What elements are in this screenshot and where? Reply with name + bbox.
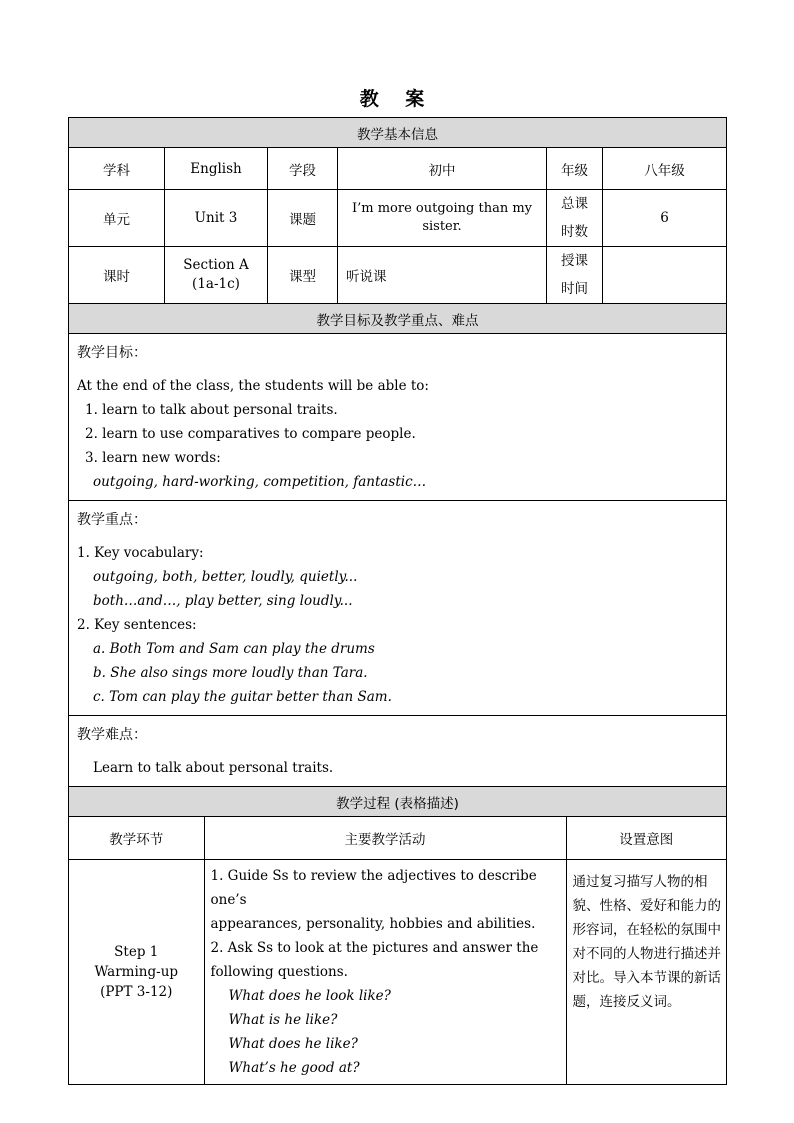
difficulty-title: 教学难点： xyxy=(77,727,147,743)
process-subtable-wrap xyxy=(69,817,727,860)
total-lessons-label-line1: 总课 xyxy=(561,196,588,212)
key-vocab-line: both…and…, play better, sing loudly... xyxy=(93,593,353,609)
step1-stage-line1: Step 1 xyxy=(114,944,159,960)
objectives-title: 教学目标： xyxy=(77,345,147,361)
activity-line: appearances, personality, hobbies and abilities. xyxy=(210,916,536,932)
objective-item: 3. learn new words: xyxy=(85,450,221,466)
step1-intent: 通过复习描写人物的相貌、性格、爱好和能力的形容词，在轻松的氛围中对不同的人物进行描述并对比。导入本节课的新话题，连接反义词。 xyxy=(572,874,721,1010)
subject-label: 学科 xyxy=(69,148,165,190)
activity-line: 2. Ask Ss to look at the pictures and answer the xyxy=(210,940,539,956)
stage-label: 学段 xyxy=(268,148,338,190)
subject-value: English xyxy=(165,148,268,190)
teach-time-label-line1: 授课 xyxy=(561,253,588,269)
key-points-block xyxy=(69,501,727,716)
key-points-title: 教学重点： xyxy=(77,512,147,528)
total-lessons-value: 6 xyxy=(603,190,727,247)
grade-value: 八年级 xyxy=(603,148,727,190)
step1-activity xyxy=(204,860,566,1084)
col-stage-header: 教学环节 xyxy=(69,817,204,859)
step1-stage-line2: Warming-up xyxy=(94,964,179,980)
question-item: What’s he good at? xyxy=(228,1060,360,1076)
page-title: 教 案 xyxy=(359,88,435,110)
teach-time-label xyxy=(547,247,603,304)
type-label: 课型 xyxy=(268,247,338,304)
key-vocab-label: 1. Key vocabulary: xyxy=(77,545,204,561)
teach-time-label-line2: 时间 xyxy=(561,281,588,297)
question-item: What does he look like? xyxy=(228,988,391,1004)
process-header-row xyxy=(69,817,726,859)
objectives-header: 教学目标及教学重点、难点 xyxy=(69,304,727,334)
period-label: 课时 xyxy=(69,247,165,304)
grade-label: 年级 xyxy=(547,148,603,190)
step1-stage-line3: (PPT 3-12) xyxy=(100,984,173,1000)
topic-value: I’m more outgoing than my sister. xyxy=(338,190,547,247)
activity-line: 1. Guide Ss to review the adjectives to describe one’s xyxy=(210,868,537,908)
new-words: outgoing, hard-working, competition, fantastic… xyxy=(93,474,427,490)
basic-info-header: 教学基本信息 xyxy=(69,118,727,148)
stage-value: 初中 xyxy=(338,148,547,190)
question-item: What is he like? xyxy=(228,1012,338,1028)
topic-label: 课题 xyxy=(268,190,338,247)
objectives-block xyxy=(69,334,727,501)
period-value xyxy=(165,247,268,304)
objective-item: 1. learn to talk about personal traits. xyxy=(85,402,338,418)
process-header: 教学过程 (表格描述) xyxy=(69,787,727,817)
step1-row xyxy=(69,860,726,1084)
col-activity-header: 主要教学活动 xyxy=(204,817,566,859)
lesson-plan-table xyxy=(68,117,727,1085)
key-sentence: b. She also sings more loudly than Tara. xyxy=(93,665,368,681)
key-sentence: c. Tom can play the guitar better than Sam. xyxy=(93,689,392,705)
total-lessons-label-line2: 时数 xyxy=(561,224,588,240)
period-value-line2: (1a-1c) xyxy=(192,276,240,292)
question-item: What does he like? xyxy=(228,1036,358,1052)
key-sentences-label: 2. Key sentences: xyxy=(77,617,197,633)
activity-line: following questions. xyxy=(210,964,348,980)
step1-wrap xyxy=(69,860,727,1085)
difficulty-block xyxy=(69,716,727,787)
key-sentence: a. Both Tom and Sam can play the drums xyxy=(93,641,375,657)
unit-label: 单元 xyxy=(69,190,165,247)
objective-item: 2. learn to use comparatives to compare people. xyxy=(85,426,416,442)
col-intent-header: 设置意图 xyxy=(619,832,674,848)
difficulty-text: Learn to talk about personal traits. xyxy=(93,760,334,776)
period-value-line1: Section A xyxy=(183,257,249,273)
total-lessons-label xyxy=(547,190,603,247)
key-vocab-line: outgoing, both, better, loudly, quietly... xyxy=(93,569,358,585)
teach-time-value[interactable] xyxy=(603,247,727,304)
objectives-intro: At the end of the class, the students will be able to: xyxy=(77,378,429,394)
unit-value: Unit 3 xyxy=(165,190,268,247)
type-value: 听说课 xyxy=(338,247,547,304)
step1-stage xyxy=(69,860,204,1084)
